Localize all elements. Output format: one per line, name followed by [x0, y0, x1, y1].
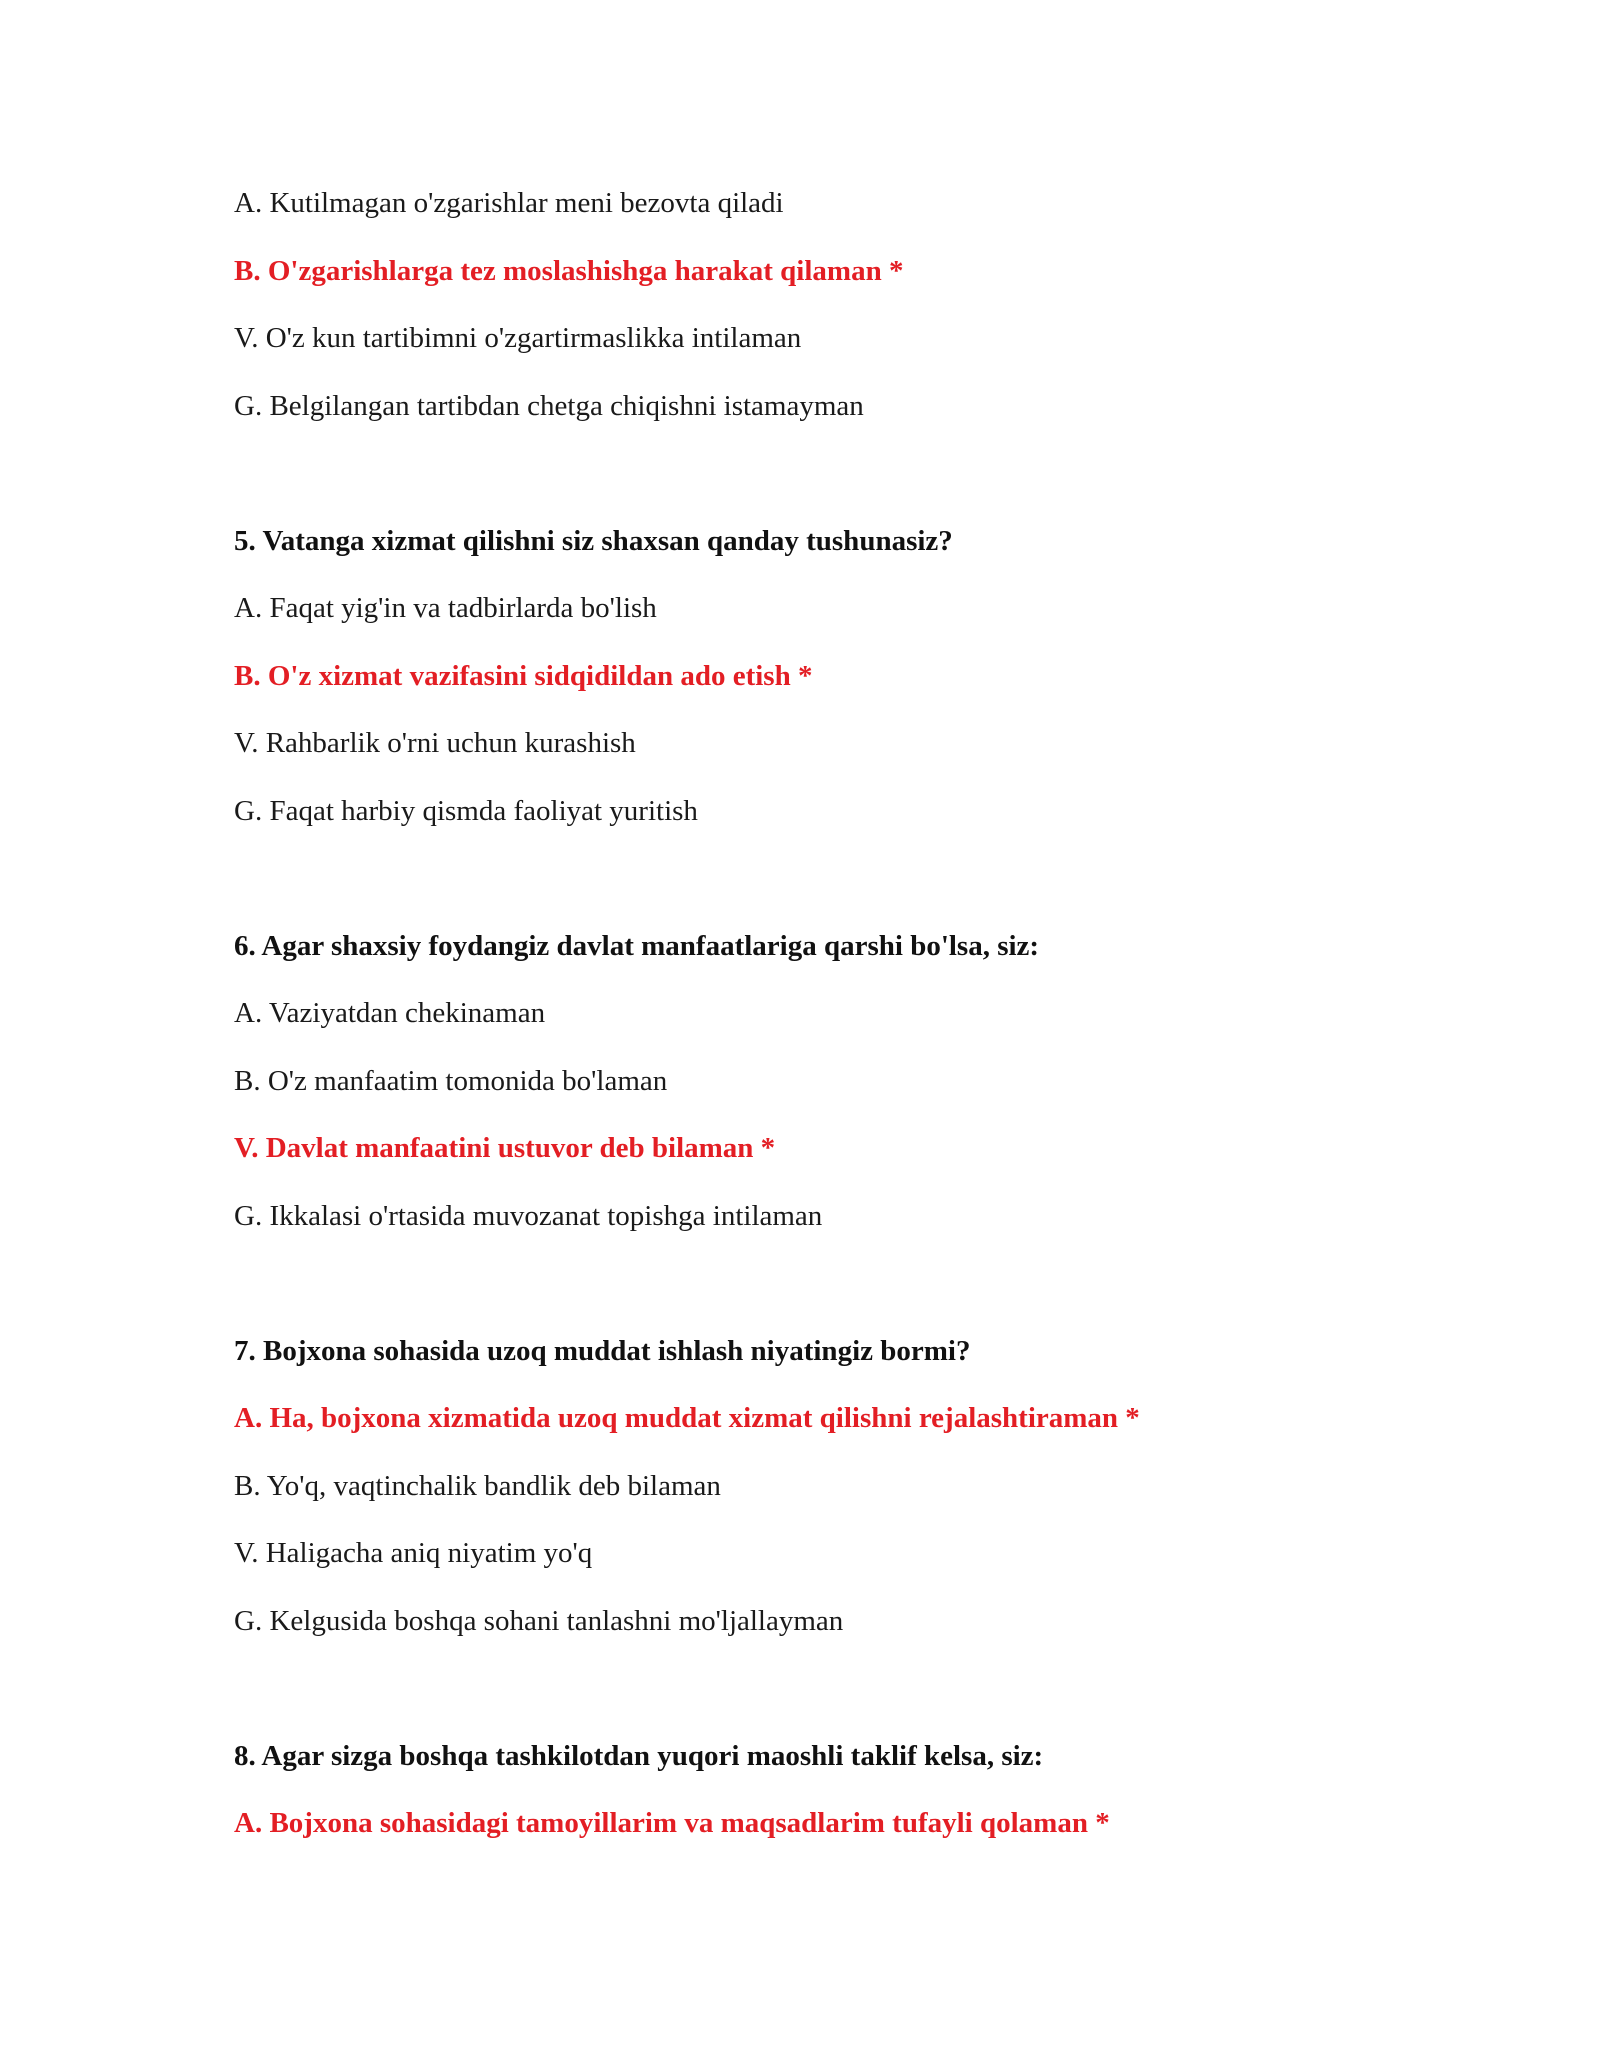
option-5-a: A. Faqat yig'in va tadbirlarda bo'lish — [234, 592, 657, 624]
option-7-g: G. Kelgusida boshqa sohani tanlashni mo'ljallayman — [234, 1604, 844, 1637]
block-spacer — [234, 1671, 1484, 1739]
question-8-title: 8. Agar sizga boshqa tashkilotdan yuqori maoshli taklif kelsa, siz: — [234, 1739, 1044, 1772]
question-block-8 — [234, 1739, 1484, 1841]
option-7-b: B. Yo'q, vaqtinchalik bandlik deb bilaman — [234, 1469, 721, 1502]
option-5-g: G. Faqat harbiy qismda faoliyat yuritish — [234, 794, 698, 827]
option-6-v-correct: V. Davlat manfaatini ustuvor deb bilaman * — [234, 1132, 776, 1164]
question-block-5 — [234, 524, 1484, 828]
question-block-6 — [234, 929, 1484, 1233]
question-block-7 — [234, 1334, 1484, 1638]
question-5-title: 5. Vatanga xizmat qilishni siz shaxsan qanday tushunasiz? — [234, 524, 953, 557]
question-block-4 — [234, 186, 1484, 423]
question-7-title: 7. Bojxona sohasida uzoq muddat ishlash niyatingiz bormi? — [234, 1334, 971, 1367]
option-4-v: V. O'z kun tartibimni o'zgartirmaslikka intilaman — [234, 322, 802, 354]
block-spacer — [234, 456, 1484, 524]
option-5-b-correct: B. O'z xizmat vazifasini sidqidildan ado etish * — [234, 659, 813, 692]
option-7-a-correct: A. Ha, bojxona xizmatida uzoq muddat xizmat qilishni rejalashtiraman * — [234, 1402, 1140, 1434]
option-6-b: B. O'z manfaatim tomonida bo'laman — [234, 1064, 668, 1097]
option-6-a: A. Vaziyatdan chekinaman — [234, 997, 546, 1029]
question-6-title: 6. Agar shaxsiy foydangiz davlat manfaatlariga qarshi bo'lsa, siz: — [234, 929, 1040, 962]
option-7-v: V. Haligacha aniq niyatim yo'q — [234, 1537, 593, 1569]
block-spacer — [234, 1266, 1484, 1334]
option-4-b-correct: B. O'zgarishlarga tez moslashishga harakat qilaman * — [234, 254, 904, 287]
option-4-g: G. Belgilangan tartibdan chetga chiqishni istamayman — [234, 389, 864, 422]
questionnaire-content — [234, 186, 1484, 1874]
option-8-a-correct: A. Bojxona sohasidagi tamoyillarim va maqsadlarim tufayli qolaman * — [234, 1807, 1110, 1839]
option-4-a: A. Kutilmagan o'zgarishlar meni bezovta qiladi — [234, 187, 784, 219]
option-5-v: V. Rahbarlik o'rni uchun kurashish — [234, 727, 636, 759]
option-6-g: G. Ikkalasi o'rtasida muvozanat topishga intilaman — [234, 1199, 823, 1232]
block-spacer — [234, 861, 1484, 929]
